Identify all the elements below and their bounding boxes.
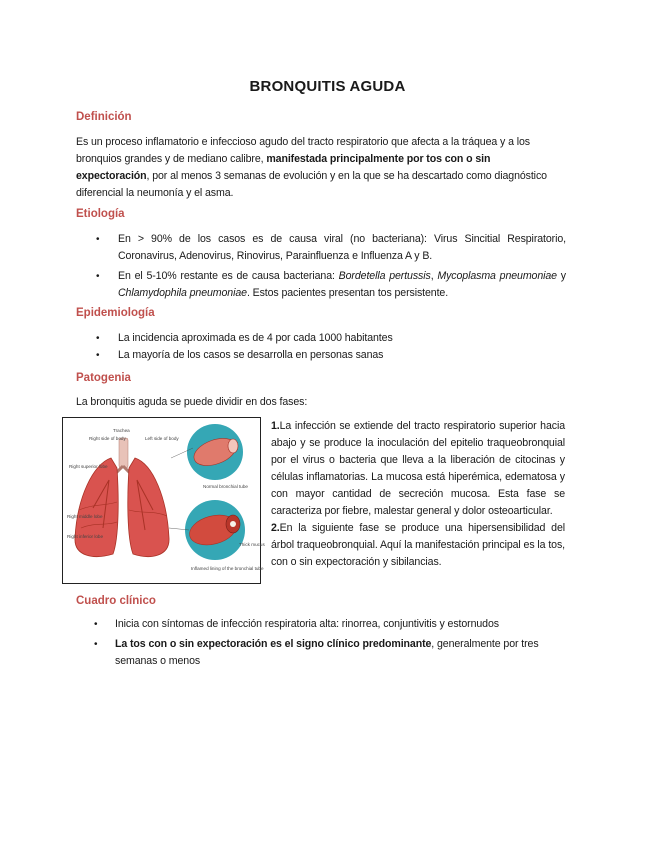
trachea-shape (119, 438, 128, 468)
epidemiologia-item-1: La incidencia aproximada es de 4 por cada 1000 habitantes (118, 332, 393, 344)
etiologia-item-2b: . Estos pacientes presentan tos persistente. (246, 287, 449, 299)
etiologia-sep-2: y (556, 270, 567, 282)
definicion-text-1: Es un proceso inflamatorio e infeccioso agudo del tracto respiratorio que afecta a la tráquea y a los bronquios grandes y de mediano calibre, (76, 136, 530, 165)
etiologia-sep-1: , (430, 270, 438, 282)
phase-1-text: La infección se extiende del tracto respiratorio superior hacia abajo y se produce la inoculación del epitelio traqueobronquial por el virus o bacteria que lleva a la liberación de citocinas y células inflamatorias. La mucosa está hiperémica, edematosa y con mayor cantidad de secreción mucosa. Esta fase se caracteriza por fiebre, malestar general y dolor osteoarticular. (271, 420, 565, 518)
label-right-inferior: Right inferior lobe (67, 534, 104, 539)
normal-tube-lumen (228, 439, 238, 453)
paragraph-definicion (76, 134, 564, 202)
label-right-side: Right side of body (89, 436, 126, 441)
definicion-text-2: , por al menos 3 semanas de evolución y en la que se ha descartado como diagnóstico diferencial la neumonía y el asma. (76, 170, 547, 199)
heading-definicion: Definición (76, 111, 132, 123)
list-item (76, 616, 566, 633)
list-item (76, 636, 566, 670)
phase-2-text: En la siguiente fase se produce una hipersensibilidad del árbol traqueobronquial. Aquí la manifestación principal es la tos, con o sin expectoración y sibilancias. (271, 522, 565, 569)
label-trachea: Trachea (113, 428, 130, 433)
patogenia-phases (271, 418, 565, 571)
heading-epidemiologia: Epidemiología (76, 307, 155, 319)
phase-2-number: 2. (271, 522, 280, 535)
bullet-icon: • (96, 271, 100, 282)
heading-etiologia: Etiología (76, 208, 125, 220)
etiologia-item-1: En > 90% de los casos es de causa viral (no bacteriana): Virus Sincitial Respiratorio, Coronavirus, Adenovirus, Rinovirus, Parainfluenza e Influenza A y B. (118, 233, 566, 262)
list-item (76, 231, 566, 265)
bullet-icon: • (94, 619, 98, 630)
list-cuadro-clinico (76, 616, 566, 673)
etiologia-species-3: Chlamydophila pneumoniae (118, 287, 247, 299)
document-title: BRONQUITIS AGUDA (249, 78, 406, 95)
cuadro-item-1: Inicia con síntomas de infección respiratoria alta: rinorrea, conjuntivitis y estornudos (115, 618, 499, 630)
label-inflamed: Inflamed lining of the bronchial tube (191, 566, 264, 571)
left-lung-shape (128, 458, 169, 557)
etiologia-species-2: Mycoplasma pneumoniae (437, 270, 557, 282)
list-epidemiologia (76, 330, 566, 367)
phase-1 (271, 418, 565, 520)
definicion-text-bold: manifestada principalmente por tos con o sin expectoración (76, 153, 491, 182)
heading-cuadro-clinico: Cuadro clínico (76, 595, 156, 607)
patogenia-intro: La bronquitis aguda se puede dividir en dos fases: (76, 396, 308, 408)
label-normal-tube: Normal bronchial tube (203, 484, 248, 489)
bullet-icon: • (96, 333, 100, 344)
right-lung-shape (75, 458, 118, 557)
list-item (76, 347, 566, 364)
list-etiologia (76, 231, 566, 305)
bullet-icon: • (94, 639, 98, 650)
etiologia-item-2a: En el 5-10% restante es de causa bacteriana: (118, 270, 339, 282)
list-item (76, 330, 566, 347)
list-item (76, 268, 566, 302)
bullet-icon: • (96, 350, 100, 361)
phase-2 (271, 520, 565, 571)
label-left-side: Left side of body (145, 436, 179, 441)
epidemiologia-item-2: La mayoría de los casos se desarrolla en personas sanas (118, 349, 384, 361)
etiologia-species-1: Bordetella pertussis (338, 270, 431, 282)
lungs-diagram (63, 418, 265, 582)
phase-1-number: 1. (271, 420, 280, 432)
label-thick-mucus: Thick mucus (239, 542, 265, 547)
heading-patogenia: Patogenia (76, 372, 131, 384)
bronchitis-illustration (62, 417, 265, 584)
mucus-shape (230, 521, 236, 527)
label-right-superior: Right superior lobe (69, 464, 108, 469)
bullet-icon: • (96, 234, 100, 245)
cuadro-item-2-text: , generalmente por tres semanas o menos (115, 638, 539, 667)
label-right-middle: Right middle lobe (67, 514, 103, 519)
cuadro-item-2-bold: La tos con o sin expectoración es el signo clínico predominante (115, 638, 432, 650)
